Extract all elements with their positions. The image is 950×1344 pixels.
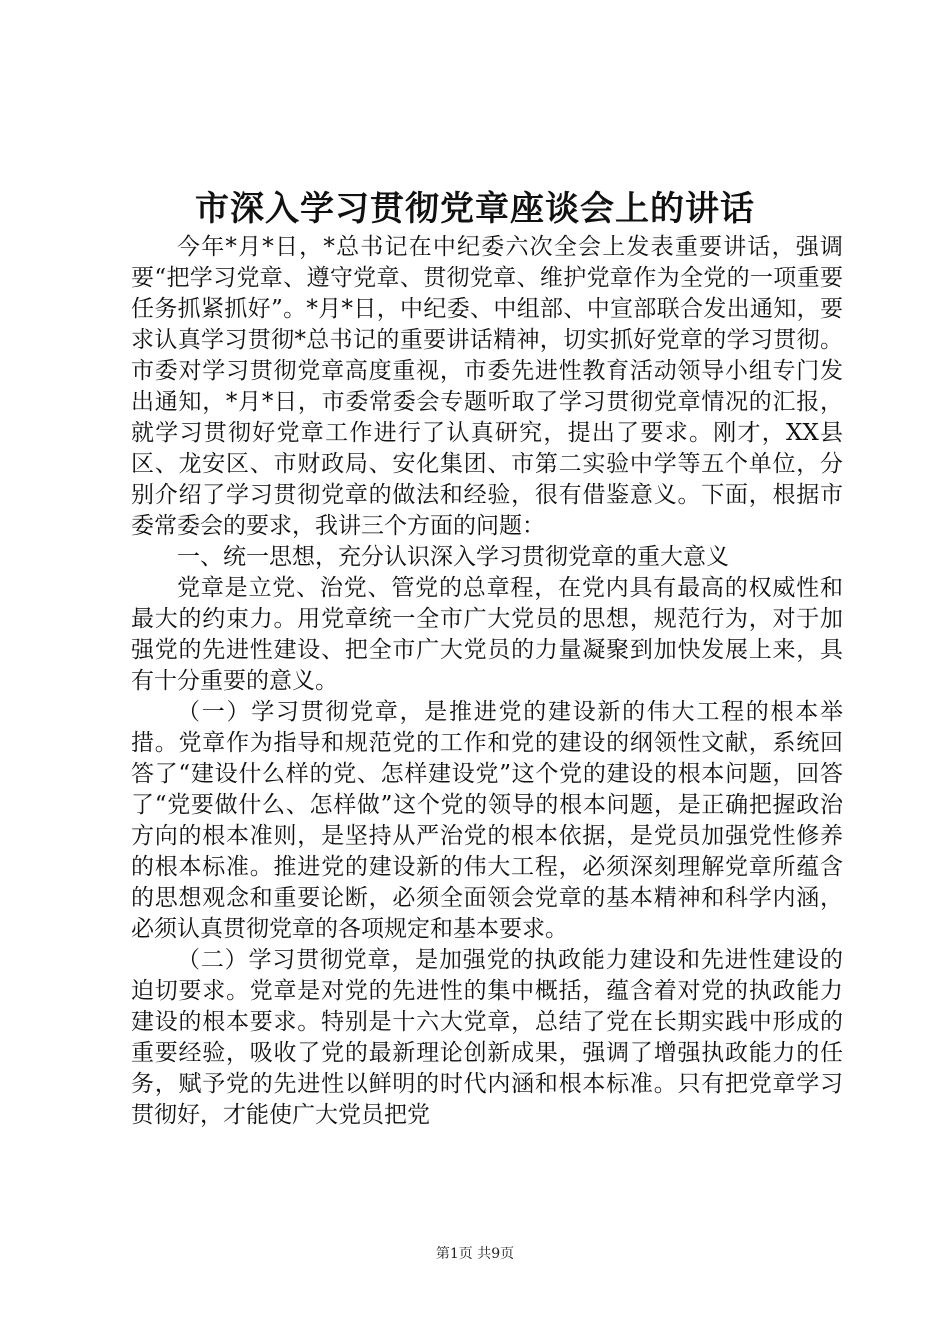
paragraph-point-2: （二）学习贯彻党章，是加强党的执政能力建设和先进性建设的迫切要求。党章是对党的先进性的集中概括，蕴含着对党的执政能力建设的根本要求。特别是十六大党章，总结了党在长期实践中形成的重要经验，吸收了党的最新理论创新成果，强调了增强执政能力的任务，赋予党的先进性以鲜明的时代内涵和根本标准。只有把党章学习贯彻好，才能使广大党员把党 — [131, 947, 843, 1128]
document-body — [131, 232, 843, 1131]
document-title: 市深入学习贯彻党章座谈会上的讲话 — [195, 189, 755, 229]
paragraph-party-constitution: 党章是立党、治党、管党的总章程，在党内具有最高的权威性和最大的约束力。用党章统一全市广大党员的思想，规范行为，对于加强党的先进性建设、把全市广大党员的力量凝聚到加快发展上来，具有十分重要的意义。 — [131, 575, 843, 694]
paragraph-intro: 今年*月*日，*总书记在中纪委六次全会上发表重要讲话，强调要“把学习党章、遵守党章、贯彻党章、维护党章作为全党的一项重要任务抓紧抓好”。*月*日，中纪委、中组部、中宣部联合发出通知，要求认真学习贯彻*总书记的重要讲话精神，切实抓好党章的学习贯彻。市委对学习贯彻党章高度重视，市委先进性教育活动领导小组专门发出通知，*月*日，市委常委会专题听取了学习贯彻党章情况的汇报，就学习贯彻好党章工作进行了认真研究，提出了要求。刚才，XX县区、龙安区、市财政局、安化集团、市第二实验中学等五个单位，分别介绍了学习贯彻党章的做法和经验，很有借鉴意义。下面，根据市委常委会的要求，我讲三个方面的问题： — [131, 234, 843, 539]
paragraph-point-1: （一）学习贯彻党章，是推进党的建设新的伟大工程的根本举措。党章作为指导和规范党的工作和党的建设的纲领性文献，系统回答了“建设什么样的党、怎样建设党”这个党的建设的根本问题，回答了“党要做什么、怎样做”这个党的领导的根本问题，是正确把握政治方向的根本准则，是坚持从严治党的根本依据，是党员加强党性修养的根本标准。推进党的建设新的伟大工程，必须深刻理解党章所蕴含的思想观念和重要论断，必须全面领会党章的基本精神和科学内涵，必须认真贯彻党章的各项规定和基本要求。 — [131, 699, 843, 942]
page-number: 第1页 共9页 — [435, 1246, 515, 1262]
section-heading-1: 一、统一思想，充分认识深入学习贯彻党章的重大意义 — [177, 544, 729, 570]
